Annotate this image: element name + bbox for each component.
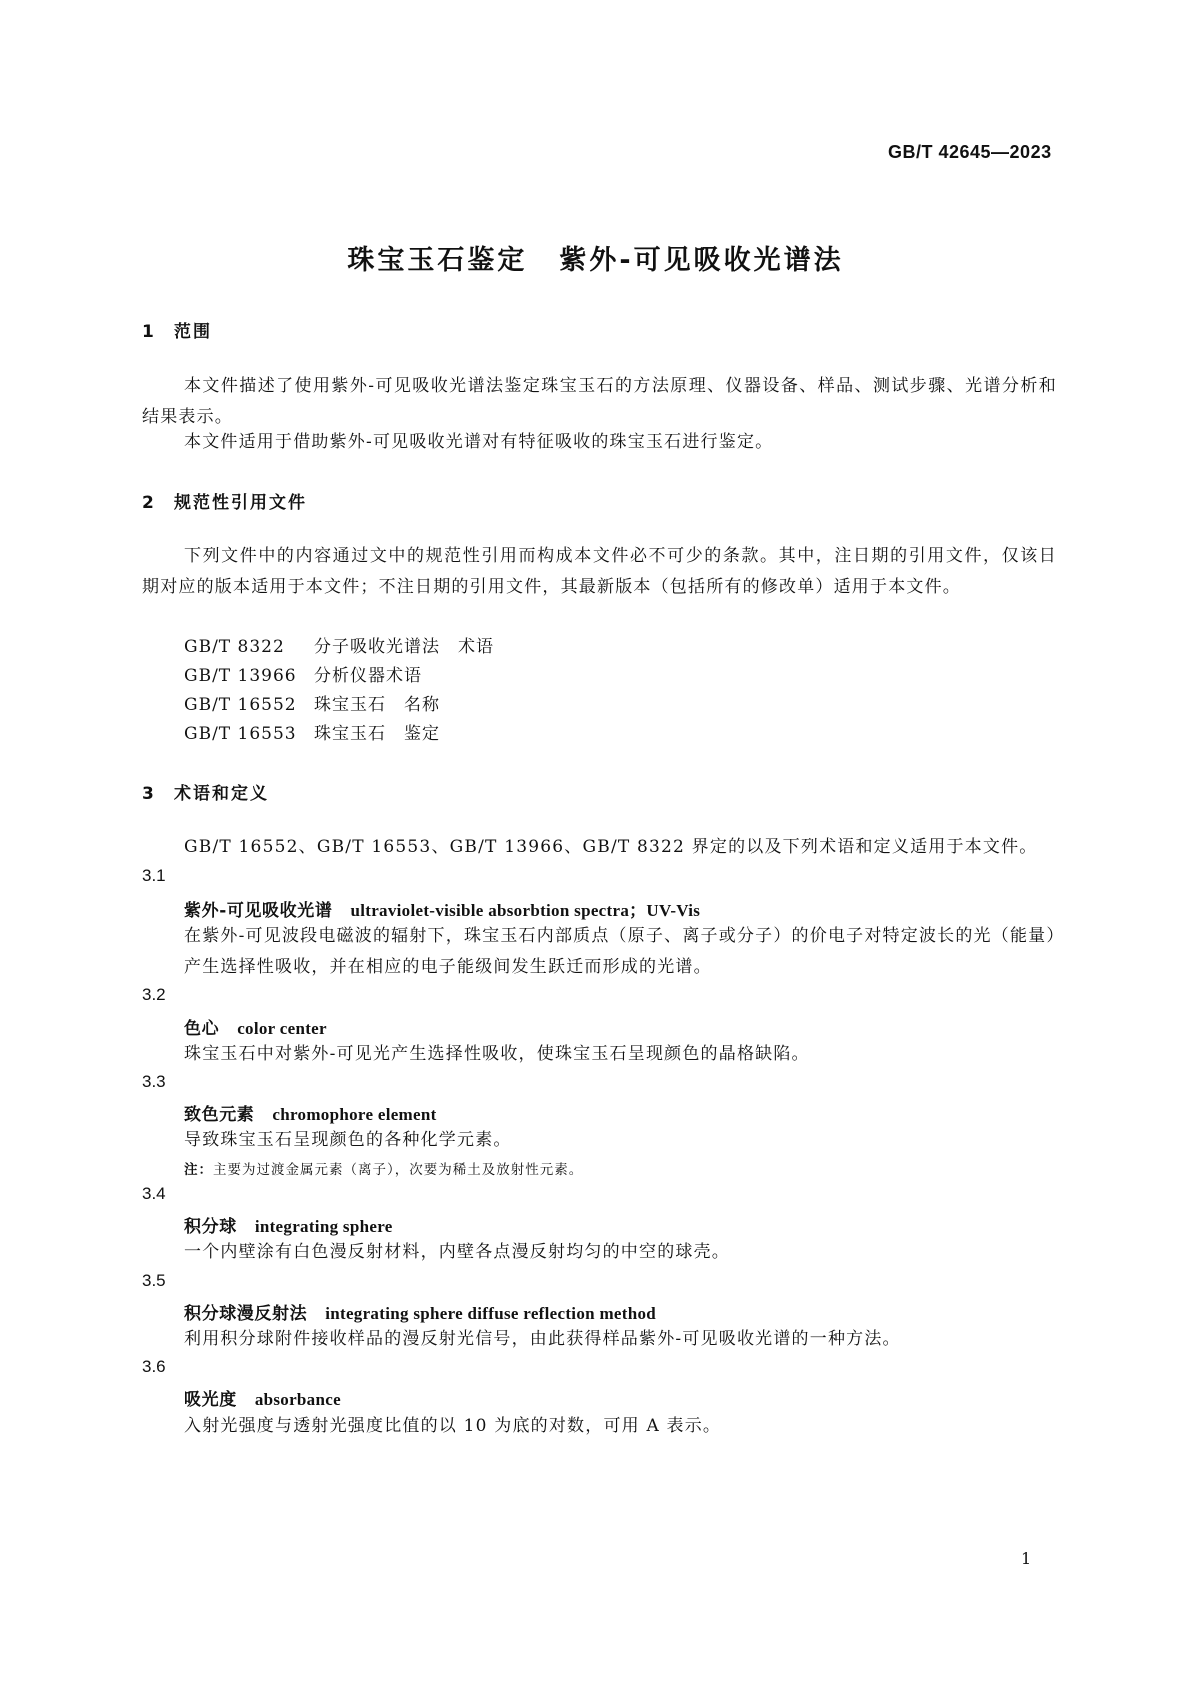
term-zh: 色心 — [184, 1019, 220, 1039]
section-1-heading — [142, 317, 212, 342]
reference-title: 分子吸收光谱法 术语 — [314, 637, 494, 657]
section-1-paragraph-2: 本文件适用于借助紫外-可见吸收光谱对有特征吸收的珠宝玉石进行鉴定。 — [184, 432, 774, 452]
term-note — [184, 1158, 583, 1178]
reference-code: GB/T 16553 — [184, 724, 297, 744]
term-zh: 积分球漫反射法 — [184, 1304, 308, 1324]
reference-title: 分析仪器术语 — [314, 666, 422, 686]
term-entry — [184, 896, 700, 921]
term-entry — [184, 1385, 341, 1410]
document-title — [0, 238, 1191, 277]
section-number: 1 — [142, 322, 154, 342]
section-2-heading — [142, 488, 307, 513]
clause-number: 3.2 — [142, 985, 166, 1004]
section-title: 术语和定义 — [174, 784, 269, 804]
term-entry — [184, 1100, 437, 1125]
reference-code: GB/T 8322 — [184, 637, 285, 657]
term-definition: 导致珠宝玉石呈现颜色的各种化学元素。 — [184, 1130, 512, 1150]
section-2-paragraph-1: 下列文件中的内容通过文中的规范性引用而构成本文件必不可少的条款。其中，注日期的引用文件，仅该日期对应的版本适用于本文件；不注日期的引用文件，其最新版本（包括所有的修改单）适用于本文件。 — [142, 546, 1057, 597]
section-number: 2 — [142, 493, 154, 513]
section-title: 范围 — [174, 322, 212, 342]
clause-number: 3.3 — [142, 1072, 166, 1091]
section-title: 规范性引用文件 — [174, 493, 307, 513]
term-definition: 利用积分球附件接收样品的漫反射光信号，由此获得样品紫外-可见吸收光谱的一种方法。 — [184, 1329, 901, 1349]
section-3-paragraph-1: GB/T 16552、GB/T 16553、GB/T 13966、GB/T 8322 界定的以及下列术语和定义适用于本文件。 — [184, 837, 1038, 857]
term-zh: 吸光度 — [184, 1390, 237, 1410]
section-1-paragraph-1: 本文件描述了使用紫外-可见吸收光谱法鉴定珠宝玉石的方法原理、仪器设备、样品、测试步骤、光谱分析和结果表示。 — [142, 376, 1057, 427]
normative-reference — [184, 632, 494, 657]
clause-number: 3.1 — [142, 866, 166, 885]
term-en: integrating sphere — [254, 1217, 393, 1236]
normative-reference — [184, 719, 440, 744]
term-en: integrating sphere diffuse reflection method — [325, 1304, 657, 1323]
reference-title: 珠宝玉石 鉴定 — [314, 724, 440, 744]
section-number: 3 — [142, 784, 154, 804]
term-en: color center — [237, 1019, 327, 1038]
term-definition: 在紫外-可见波段电磁波的辐射下，珠宝玉石内部质点（原子、离子或分子）的价电子对特定波长的光（能量）产生选择性吸收，并在相应的电子能级间发生跃迁而形成的光谱。 — [184, 926, 1057, 977]
term-definition: 入射光强度与透射光强度比值的以 10 为底的对数，可用 A 表示。 — [184, 1416, 722, 1436]
section-3-heading — [142, 779, 269, 804]
reference-code: GB/T 13966 — [184, 666, 297, 686]
reference-code: GB/T 16552 — [184, 695, 297, 715]
term-entry — [184, 1299, 656, 1324]
term-definition: 一个内壁涂有白色漫反射材料，内壁各点漫反射均匀的中空的球壳。 — [184, 1242, 730, 1262]
term-entry — [184, 1014, 327, 1039]
term-zh: 致色元素 — [184, 1105, 255, 1125]
normative-reference — [184, 661, 422, 686]
reference-title: 珠宝玉石 名称 — [314, 695, 440, 715]
term-zh: 积分球 — [184, 1217, 237, 1237]
clause-number: 3.6 — [142, 1357, 166, 1376]
term-definition: 珠宝玉石中对紫外-可见光产生选择性吸收，使珠宝玉石呈现颜色的晶格缺陷。 — [184, 1044, 810, 1064]
title-part-2: 紫外-可见吸收光谱法 — [559, 245, 844, 276]
standard-code: GB/T 42645—2023 — [888, 142, 1052, 162]
term-en: ultraviolet-visible absorbtion spectra；UV-Vis — [350, 901, 701, 920]
clause-number: 3.4 — [142, 1184, 166, 1203]
term-en: chromophore element — [272, 1105, 437, 1124]
term-zh: 紫外-可见吸收光谱 — [184, 901, 333, 921]
page-number: 1 — [1021, 1549, 1032, 1568]
term-entry — [184, 1212, 393, 1237]
title-part-1: 珠宝玉石鉴定 — [347, 245, 528, 276]
note-text: 主要为过渡金属元素（离子），次要为稀土及放射性元素。 — [213, 1162, 584, 1178]
term-en: absorbance — [254, 1390, 341, 1409]
clause-number: 3.5 — [142, 1271, 166, 1290]
normative-reference — [184, 690, 440, 715]
note-label: 注： — [184, 1162, 213, 1178]
